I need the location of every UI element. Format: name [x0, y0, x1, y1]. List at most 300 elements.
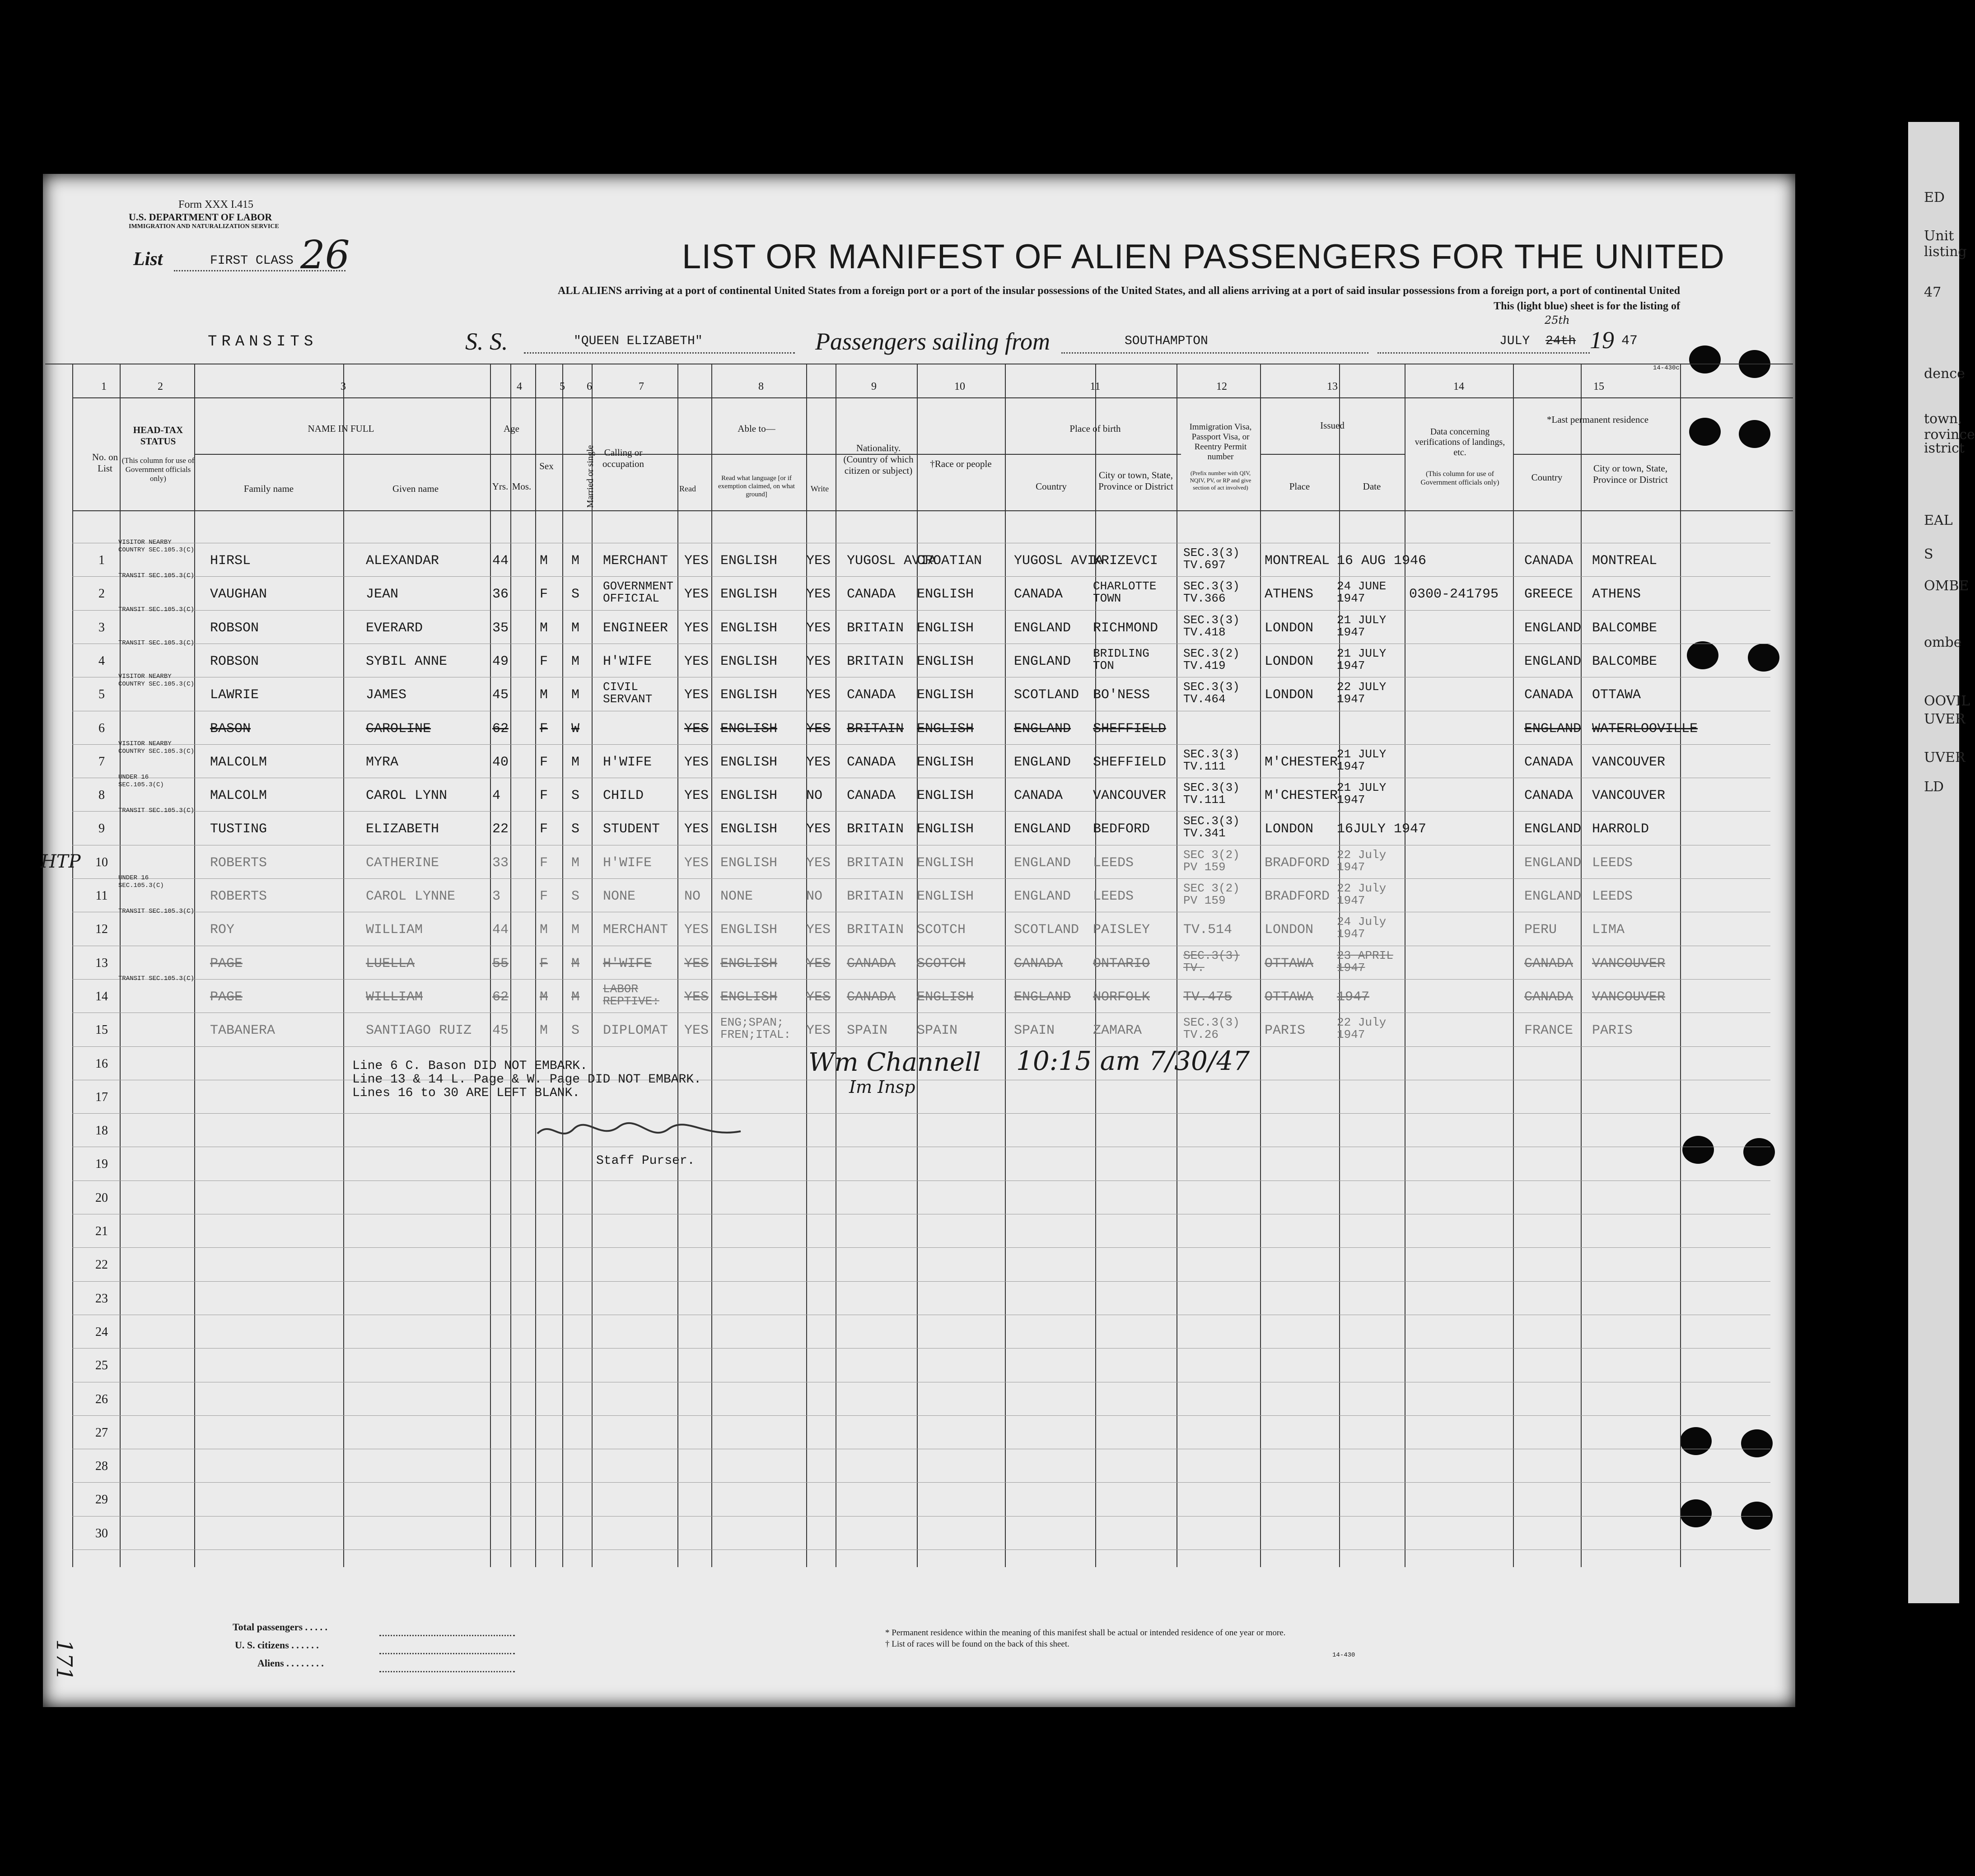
race: ENGLISH: [917, 653, 974, 669]
header-data-concerning: Data concerning verifications of landings, etc.: [1415, 427, 1505, 457]
birth-country: ENGLAND: [1014, 754, 1071, 770]
residence-city: HARROLD: [1592, 821, 1649, 837]
head-tax-status: VISITOR NEARBY COUNTRY SEC.105.3(C): [118, 539, 195, 554]
form-code: 14-430c: [1653, 364, 1680, 372]
grid-line: [1680, 364, 1681, 1567]
visa-number: SEC.3(3) TV.697: [1183, 546, 1240, 572]
footer-us-citizens: U. S. citizens . . . . . .: [235, 1639, 319, 1651]
header-issued-date: Date: [1363, 481, 1381, 492]
read-language: ENGLISH: [720, 788, 778, 804]
row-number: 5: [98, 687, 105, 702]
issued-place: PARIS: [1265, 1023, 1306, 1039]
row-rule: [72, 610, 1770, 611]
header-read-lang: Read what language [or if exemption claimed, on what ground]: [718, 475, 795, 498]
birth-city: NORFOLK: [1093, 989, 1150, 1005]
visa-number: TV.514: [1183, 922, 1233, 938]
residence-city: WATERLOOVILLE: [1592, 721, 1698, 737]
strip-text: 47: [1924, 285, 1942, 300]
given-name: CATHERINE: [366, 855, 439, 871]
head-tax-status: TRANSIT SEC.105.3(C): [118, 807, 195, 815]
header-issued: Issued: [1320, 420, 1345, 431]
head-tax-status: TRANSIT SEC.105.3(C): [118, 572, 195, 580]
race: ENGLISH: [917, 687, 974, 703]
column-number: 5: [560, 381, 565, 392]
family-name: TABANERA: [210, 1023, 275, 1039]
sex: F: [540, 956, 548, 971]
column-number: 3: [341, 381, 346, 392]
can-read: YES: [684, 553, 709, 569]
read-language: ENGLISH: [720, 653, 778, 669]
sex: M: [540, 922, 548, 938]
age-years: 36: [492, 587, 509, 602]
birth-country: ENGLAND: [1014, 721, 1071, 737]
visa-number: SEC.3(3) TV.: [1183, 948, 1240, 975]
row-rule: [72, 1281, 1770, 1282]
can-write: YES: [806, 855, 831, 871]
visa-number: SEC.3(3) TV.366: [1183, 579, 1240, 606]
department-name: U.S. DEPARTMENT OF LABOR: [129, 211, 272, 223]
occupation: H'WIFE: [603, 653, 652, 669]
issued-date: 22 July 1947: [1337, 1016, 1387, 1042]
grid-line: [677, 364, 678, 1567]
column-number: 1: [101, 381, 107, 392]
birth-country: ENGLAND: [1014, 855, 1071, 871]
adjacent-sheet-edge: [1908, 122, 1962, 1603]
strip-text: ED: [1924, 190, 1945, 205]
can-read: YES: [684, 821, 709, 837]
nationality: BRITAIN: [847, 653, 904, 669]
age-years: 62: [492, 989, 509, 1005]
nationality: CANADA: [847, 587, 896, 602]
header-place-birth: Place of birth: [1069, 423, 1121, 434]
inspector-title: Im Insp: [849, 1077, 915, 1097]
punch-hole: [1682, 1136, 1714, 1164]
column-number: 15: [1593, 381, 1604, 392]
residence-country: FRANCE: [1524, 1023, 1573, 1039]
age-years: 49: [492, 653, 509, 669]
header-nationality: Nationality. (Country of which citizen or subject): [843, 443, 914, 476]
marital-status: M: [571, 989, 580, 1005]
column-number: 2: [158, 381, 163, 392]
grid-line: [592, 364, 593, 1567]
occupation: H'WIFE: [603, 754, 652, 770]
year-prefix: 19: [1590, 327, 1614, 354]
family-name: ROBSON: [210, 620, 259, 636]
family-name: PAGE: [210, 956, 243, 971]
row-rule: [72, 1415, 1770, 1416]
head-tax-status: TRANSIT SEC.105.3(C): [118, 908, 195, 915]
family-name: PAGE: [210, 989, 243, 1005]
marital-status: M: [571, 653, 580, 669]
residence-country: ENGLAND: [1524, 653, 1582, 669]
list-label: List: [133, 249, 163, 270]
row-number: 10: [95, 855, 108, 869]
family-name: ROBERTS: [210, 855, 267, 871]
row-rule: [72, 1348, 1770, 1349]
column-number: 14: [1453, 381, 1464, 392]
ss-label: S. S.: [465, 328, 508, 355]
nationality: YUGOSL AVIA: [847, 553, 937, 569]
head-tax-status: VISITOR NEARBY COUNTRY SEC.105.3(C): [118, 740, 195, 755]
note-lines-blank: Lines 16 to 30 ARE LEFT BLANK.: [352, 1086, 580, 1100]
residence-country: PERU: [1524, 922, 1557, 938]
row-number: 2: [98, 587, 105, 601]
header-issued-place: Place: [1289, 481, 1310, 492]
race: ENGLISH: [917, 587, 974, 602]
note-line-13-14: Line 13 & 14 L. Page & W. Page DID NOT EMBARK.: [352, 1073, 701, 1087]
row-number: 20: [95, 1190, 108, 1205]
age-years: 33: [492, 855, 509, 871]
occupation: ENGINEER: [603, 620, 668, 636]
row-number: 1: [98, 553, 105, 567]
birth-country: ENGLAND: [1014, 889, 1071, 904]
margin-handwriting: HTP: [41, 851, 81, 872]
issued-date: 21 JULY 1947: [1337, 646, 1387, 672]
age-years: 40: [492, 754, 509, 770]
strip-text: listing: [1924, 244, 1967, 260]
can-write: YES: [806, 922, 831, 938]
read-language: ENGLISH: [720, 855, 778, 871]
nationality: BRITAIN: [847, 620, 904, 636]
verification-data: 0300-241795: [1409, 587, 1499, 602]
race: SCOTCH: [917, 956, 966, 971]
given-name: ELIZABETH: [366, 821, 439, 837]
row-number: 17: [95, 1090, 108, 1104]
residence-country: CANADA: [1524, 989, 1573, 1005]
can-write: YES: [806, 821, 831, 837]
family-name: MALCOLM: [210, 754, 267, 770]
residence-city: LEEDS: [1592, 855, 1633, 871]
head-tax-status: TRANSIT SEC.105.3(C): [118, 606, 195, 613]
row-number: 16: [95, 1056, 108, 1071]
occupation: MERCHANT: [603, 922, 668, 938]
age-years: 22: [492, 821, 509, 837]
header-married: Married or single: [585, 445, 595, 508]
row-number: 15: [95, 1023, 108, 1037]
sex: F: [540, 821, 548, 837]
grid-line: [711, 364, 712, 1567]
issued-date: 22 July 1947: [1337, 882, 1387, 907]
sex: F: [540, 788, 548, 804]
race: ENGLISH: [917, 788, 974, 804]
footer-aliens: Aliens . . . . . . . .: [257, 1657, 324, 1669]
purser-title: Staff Purser.: [596, 1154, 695, 1168]
marital-status: M: [571, 553, 580, 569]
page-title: LIST OR MANIFEST OF ALIEN PASSENGERS FOR THE UNITED: [682, 238, 1725, 276]
occupation: DIPLOMAT: [603, 1023, 668, 1039]
residence-country: CANADA: [1524, 687, 1573, 703]
sex: M: [540, 989, 548, 1005]
can-write: YES: [806, 1023, 831, 1039]
read-language: ENGLISH: [720, 989, 778, 1005]
punch-hole: [1689, 345, 1721, 373]
residence-city: PARIS: [1592, 1023, 1633, 1039]
nationality: BRITAIN: [847, 889, 904, 904]
residence-country: ENGLAND: [1524, 821, 1582, 837]
birth-country: ENGLAND: [1014, 653, 1071, 669]
marital-status: M: [571, 754, 580, 770]
residence-country: CANADA: [1524, 788, 1573, 804]
nationality: CANADA: [847, 687, 896, 703]
column-number: 10: [954, 381, 965, 392]
given-name: WILLIAM: [366, 922, 423, 938]
issued-date: 1947: [1337, 989, 1370, 1005]
row-rule: [72, 1482, 1770, 1483]
birth-country: SCOTLAND: [1014, 687, 1079, 703]
issued-place: OTTAWA: [1265, 956, 1314, 971]
family-name: LAWRIE: [210, 687, 259, 703]
row-number: 19: [95, 1157, 108, 1171]
age-years: 4: [492, 788, 501, 804]
can-write: NO: [806, 788, 823, 804]
given-name: WILLIAM: [366, 989, 423, 1005]
header-calling: Calling or occupation: [602, 447, 644, 469]
issued-place: BRADFORD: [1265, 889, 1330, 904]
nationality: CANADA: [847, 989, 896, 1005]
visa-number: TV.475: [1183, 989, 1233, 1005]
sex: F: [540, 653, 548, 669]
age-years: 62: [492, 721, 509, 737]
birth-city: CHARLOTTE TOWN: [1093, 579, 1157, 606]
row-number: 9: [98, 821, 105, 836]
header-write: Write: [810, 484, 829, 493]
header-birth-country: Country: [1036, 481, 1067, 492]
family-name: TUSTING: [210, 821, 267, 837]
given-name: JEAN: [366, 587, 399, 602]
birth-country: ENGLAND: [1014, 821, 1071, 837]
note-line-6: Line 6 C. Bason DID NOT EMBARK.: [352, 1059, 588, 1073]
visa-number: SEC.3(2) TV.419: [1183, 646, 1240, 672]
birth-city: BRIDLING TON: [1093, 646, 1149, 672]
birth-city: BO'NESS: [1093, 687, 1150, 703]
row-rule: [72, 576, 1770, 577]
issued-place: MONTREAL: [1265, 553, 1330, 569]
purser-signature: [533, 1115, 750, 1147]
race: ENGLISH: [917, 754, 974, 770]
column-number: 6: [587, 381, 592, 392]
family-name: VAUGHAN: [210, 587, 267, 602]
can-read: YES: [684, 956, 709, 971]
birth-country: YUGOSL AVIA: [1014, 553, 1104, 569]
given-name: CAROLINE: [366, 721, 431, 737]
strip-text: OMBE: [1924, 578, 1969, 594]
strip-text: OOVIL: [1924, 693, 1970, 709]
grid-line: [510, 364, 511, 1567]
birth-country: SCOTLAND: [1014, 922, 1079, 938]
issued-date: 21 JULY 1947: [1337, 781, 1387, 807]
strip-text: LD: [1924, 779, 1944, 795]
visa-number: SEC.3(3) TV.418: [1183, 613, 1240, 639]
read-language: ENGLISH: [720, 821, 778, 837]
can-write: YES: [806, 620, 831, 636]
head-tax-status: TRANSIT SEC.105.3(C): [118, 975, 195, 982]
sex: F: [540, 754, 548, 770]
read-language: NONE: [720, 889, 753, 904]
birth-city: PAISLEY: [1093, 922, 1150, 938]
row-number: 26: [95, 1392, 108, 1406]
nationality: CANADA: [847, 754, 896, 770]
column-number: 12: [1216, 381, 1227, 392]
issued-place: LONDON: [1265, 620, 1314, 636]
header-age: Age: [504, 423, 519, 434]
issued-place: BRADFORD: [1265, 855, 1330, 871]
sex: M: [540, 620, 548, 636]
visa-number: SEC.3(3) TV.341: [1183, 814, 1240, 840]
can-read: YES: [684, 989, 709, 1005]
marital-status: M: [571, 855, 580, 871]
sex: M: [540, 1023, 548, 1039]
marital-status: M: [571, 956, 580, 971]
service-name: IMMIGRATION AND NATURALIZATION SERVICE: [129, 223, 279, 230]
can-read: YES: [684, 721, 709, 737]
grid-line: [1260, 364, 1261, 1567]
grid-line: [1513, 364, 1514, 1567]
footer-code: 14-430: [1332, 1652, 1355, 1659]
row-rule: [72, 1113, 1770, 1114]
residence-country: CANADA: [1524, 956, 1573, 971]
header-no-on-list: No. on List: [92, 452, 118, 474]
nationality: CANADA: [847, 788, 896, 804]
nationality: CANADA: [847, 956, 896, 971]
punch-hole: [1680, 1427, 1712, 1455]
list-number: 26: [300, 233, 350, 278]
age-years: 45: [492, 687, 509, 703]
family-name: ROY: [210, 922, 235, 938]
read-language: ENGLISH: [720, 687, 778, 703]
strip-text: rovince: [1924, 427, 1975, 443]
year-suffix: 47: [1621, 333, 1638, 349]
marital-status: W: [571, 721, 580, 737]
header-race: †Race or people: [930, 458, 992, 469]
date-struck: 24th: [1545, 334, 1576, 348]
residence-city: OTTAWA: [1592, 687, 1641, 703]
row-rule: [72, 1549, 1770, 1550]
can-write: YES: [806, 721, 831, 737]
residence-city: LIMA: [1592, 922, 1625, 938]
residence-city: VANCOUVER: [1592, 754, 1666, 770]
read-language: ENGLISH: [720, 587, 778, 602]
row-number: 23: [95, 1291, 108, 1306]
departure-port: SOUTHAMPTON: [1125, 334, 1208, 348]
header-visa-note: (Prefix number with QIV, NQIV, PV, or RP and give section of act involved): [1190, 470, 1251, 491]
side-number: 171: [51, 1639, 77, 1681]
row-number: 13: [95, 956, 108, 970]
visa-number: SEC 3(2) PV 159: [1183, 848, 1240, 874]
header-sex: Sex: [539, 461, 554, 471]
grid-line: [562, 364, 563, 1567]
occupation: CIVIL SERVANT: [603, 680, 653, 706]
birth-city: KRIZEVCI: [1093, 553, 1158, 569]
can-read: YES: [684, 587, 709, 602]
visa-number: SEC.3(3) TV.111: [1183, 747, 1240, 773]
can-write: YES: [806, 553, 831, 569]
residence-city: ATHENS: [1592, 587, 1641, 602]
can-write: YES: [806, 989, 831, 1005]
race: CROATIAN: [917, 553, 982, 569]
footnote-races: † List of races will be found on the back of this sheet.: [885, 1639, 1069, 1649]
race: ENGLISH: [917, 721, 974, 737]
read-language: ENGLISH: [720, 620, 778, 636]
residence-city: VANCOUVER: [1592, 788, 1666, 804]
can-read: YES: [684, 653, 709, 669]
sex: F: [540, 587, 548, 602]
head-tax-status: TRANSIT SEC.105.3(C): [118, 639, 195, 647]
grid-line: [535, 364, 536, 1567]
manifest-sheet: [43, 174, 1795, 1707]
can-write: YES: [806, 587, 831, 602]
strip-text: ombe: [1924, 635, 1962, 650]
issued-place: LONDON: [1265, 922, 1314, 938]
date-handwritten: 25th: [1545, 314, 1570, 327]
row-number: 25: [95, 1358, 108, 1373]
row-rule: [72, 1516, 1770, 1517]
visa-number: SEC 3(2) PV 159: [1183, 882, 1240, 907]
occupation: LABOR REPTIVE:: [603, 982, 659, 1008]
header-mos: Mos.: [512, 481, 532, 492]
age-years: 35: [492, 620, 509, 636]
given-name: ALEXANDAR: [366, 553, 439, 569]
header-head-tax-note: (This column for use of Government officials only): [121, 456, 195, 483]
marital-status: S: [571, 889, 580, 904]
birth-country: SPAIN: [1014, 1023, 1055, 1039]
can-read: YES: [684, 687, 709, 703]
header-read: Read: [679, 484, 696, 493]
row-number: 29: [95, 1493, 108, 1507]
can-write: YES: [806, 956, 831, 971]
row-number: 18: [95, 1124, 108, 1138]
grid-line: [1581, 364, 1582, 1567]
race: ENGLISH: [917, 620, 974, 636]
read-language: ENGLISH: [720, 922, 778, 938]
form-number: Form XXX I.415: [178, 199, 253, 210]
punch-hole: [1748, 644, 1779, 672]
birth-country: CANADA: [1014, 788, 1063, 804]
sailing-label: Passengers sailing from: [815, 328, 1051, 355]
punch-hole: [1739, 420, 1770, 448]
issued-place: LONDON: [1265, 821, 1314, 837]
header-family-name: Family name: [243, 483, 294, 494]
occupation: NONE: [603, 889, 636, 904]
birth-country: ENGLAND: [1014, 620, 1071, 636]
row-rule: [72, 1046, 1770, 1047]
birth-city: ZAMARA: [1093, 1023, 1142, 1039]
column-number: 13: [1327, 381, 1338, 392]
footnote-residence: * Permanent residence within the meaning of this manifest shall be actual or intended residence of one year or more.: [885, 1628, 1286, 1638]
family-name: HIRSL: [210, 553, 251, 569]
visa-number: SEC.3(3) TV.464: [1183, 680, 1240, 706]
can-read: YES: [684, 922, 709, 938]
footer-total: Total passengers . . . . .: [233, 1621, 328, 1633]
punch-hole: [1743, 1138, 1775, 1166]
birth-country: CANADA: [1014, 587, 1063, 602]
occupation: H'WIFE: [603, 956, 652, 971]
row-number: 30: [95, 1526, 108, 1540]
read-language: ENGLISH: [720, 956, 778, 971]
issued-place: LONDON: [1265, 653, 1314, 669]
punch-hole: [1741, 1429, 1773, 1457]
visa-number: SEC.3(3) TV.111: [1183, 781, 1240, 807]
row-number: 6: [98, 721, 105, 735]
sex: F: [540, 855, 548, 871]
birth-city: VANCOUVER: [1093, 788, 1167, 804]
given-name: SYBIL ANNE: [366, 653, 448, 669]
residence-country: GREECE: [1524, 587, 1573, 602]
given-name: MYRA: [366, 754, 399, 770]
marital-status: M: [571, 620, 580, 636]
inspector-signature: Wm Channell: [808, 1048, 981, 1077]
grid-line: [72, 364, 73, 1567]
row-number: 3: [98, 620, 105, 635]
